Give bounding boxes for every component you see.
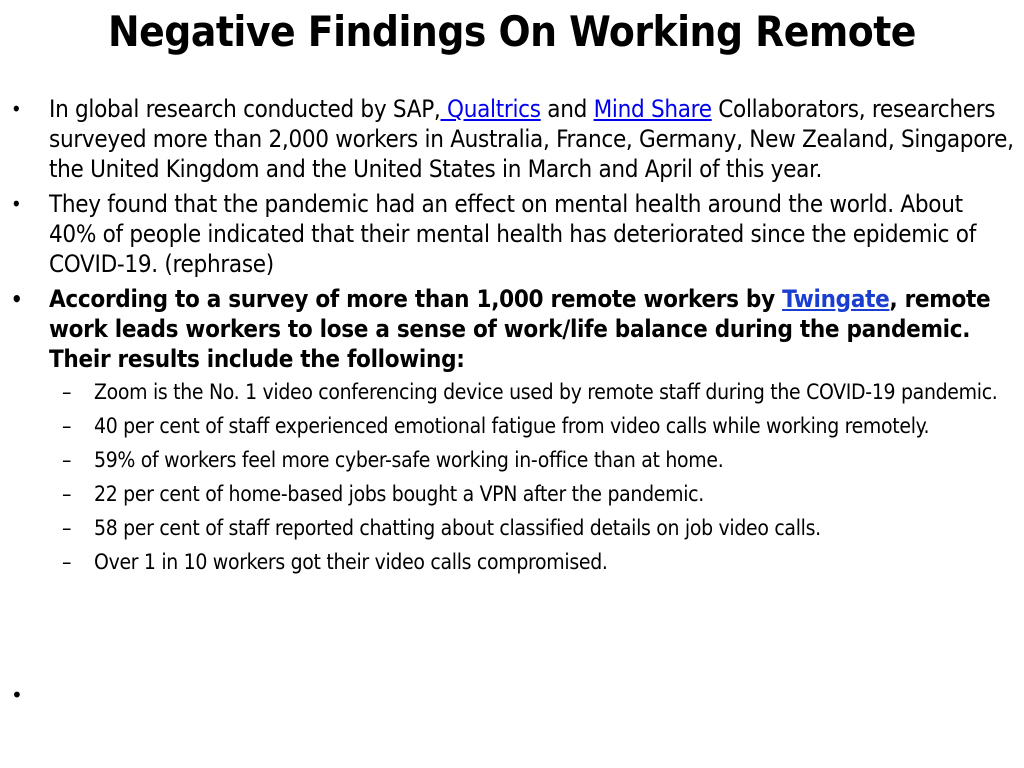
dash-icon: –: [62, 516, 72, 540]
bullet-item: [10, 189, 1015, 279]
bullet-icon: •: [11, 192, 22, 216]
sub-item: [10, 515, 1015, 542]
sub-item-text: 58 per cent of staff reported chatting about classified details on job video calls.: [94, 516, 821, 540]
dash-icon: –: [62, 448, 72, 472]
bullet-text: Collaborators, researchers surveyed more than 2,000 workers in Australia, France, Germany, New Zealand, Singapore, the United Kingdom and the United States in March and April of this year.: [49, 95, 1014, 183]
sub-item: [10, 413, 1015, 440]
bullet-item: [10, 94, 1015, 184]
bullet-text: and: [540, 95, 594, 123]
bullet-icon: •: [11, 287, 23, 311]
dash-icon: –: [62, 550, 72, 574]
qualtrics-link[interactable]: Qualtrics: [440, 95, 541, 123]
sub-item-text: 22 per cent of home-based jobs bought a VPN after the pandemic.: [94, 482, 704, 506]
sub-item: [10, 447, 1015, 474]
twingate-link[interactable]: Twingate: [782, 285, 890, 313]
dash-icon: –: [62, 380, 72, 404]
sub-item: [10, 549, 1015, 576]
bullet-text: In global research conducted by SAP,: [49, 95, 441, 123]
slide-body: [10, 94, 1015, 583]
slide-title: Negative Findings On Working Remote: [108, 7, 916, 56]
dash-icon: –: [62, 482, 72, 506]
bullet-icon: •: [11, 97, 22, 121]
bullet-text: , remote work leads workers to lose a sense of work/life balance during the pandemic. Their results include the following:: [49, 285, 991, 373]
sub-item: [10, 481, 1015, 508]
bullet-text: According to a survey of more than 1,000 remote workers by: [49, 285, 783, 313]
dash-icon: –: [62, 414, 72, 438]
sub-item-text: 40 per cent of staff experienced emotional fatigue from video calls while working remotely.: [94, 414, 930, 438]
bullet-text: They found that the pandemic had an effect on mental health around the world. About 40% of people indicated that their mental health has deteriorated since the epidemic of COVID-19. (rephrase): [49, 190, 976, 278]
sub-item: [10, 379, 1015, 406]
bullet-item: [10, 284, 1015, 374]
sub-item-text: Over 1 in 10 workers got their video calls compromised.: [94, 550, 608, 574]
sub-item-text: 59% of workers feel more cyber-safe working in-office than at home.: [94, 448, 724, 472]
sub-item-text: Zoom is the No. 1 video conferencing device used by remote staff during the COVID-19 pandemic.: [94, 380, 998, 404]
mind-share-link[interactable]: Mind Share: [593, 95, 712, 123]
empty-bullet-icon: •: [11, 683, 23, 707]
